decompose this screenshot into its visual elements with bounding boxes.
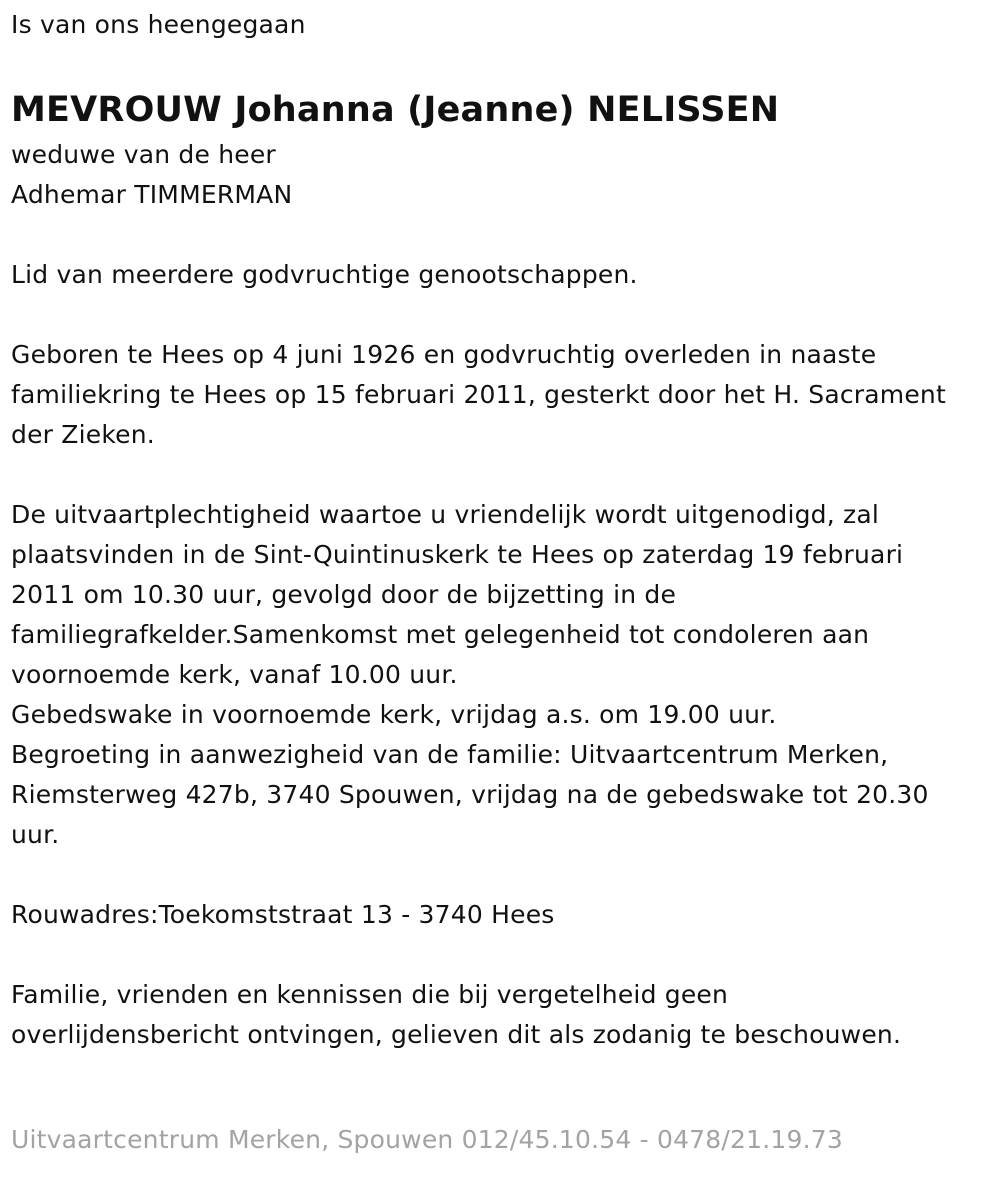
paragraph-line: uur. [11, 820, 60, 849]
obituary-notice [11, 0, 996, 1185]
intro-text: Is van ons heengegaan [11, 10, 306, 39]
funeral-home-footer: Uitvaartcentrum Merken, Spouwen 012/45.10.54 - 0478/21.19.73 [11, 1125, 843, 1154]
paragraph-line: familiegrafkelder.Samenkomst met gelegenheid tot condoleren aan [11, 620, 870, 649]
spacer [11, 455, 996, 495]
spouse-line-2: Adhemar TIMMERMAN [11, 180, 293, 209]
paragraph-line: Gebedswake in voornoemde kerk, vrijdag a.s. om 19.00 uur. [11, 700, 777, 729]
paragraph-line: Geboren te Hees op 4 juni 1926 en godvruchtig overleden in naaste [11, 340, 877, 369]
paragraph-line: 2011 om 10.30 uur, gevolgd door de bijzetting in de [11, 580, 677, 609]
paragraph-line: Begroeting in aanwezigheid van de familie: Uitvaartcentrum Merken, [11, 740, 889, 769]
spacer [11, 935, 996, 975]
deceased-name: MEVROUW Johanna (Jeanne) NELISSEN [11, 90, 780, 130]
paragraph-line: plaatsvinden in de Sint-Quintinuskerk te Hees op zaterdag 19 februari [11, 540, 904, 569]
paragraph-line: Riemsterweg 427b, 3740 Spouwen, vrijdag na de gebedswake tot 20.30 [11, 780, 929, 809]
paragraph-line: De uitvaartplechtigheid waartoe u vriendelijk wordt uitgenodigd, zal [11, 500, 880, 529]
notice-paragraph [11, 975, 996, 1055]
spacer [11, 295, 996, 335]
birth-death-paragraph [11, 335, 996, 455]
paragraph-line: voornoemde kerk, vanaf 10.00 uur. [11, 660, 458, 689]
membership-text: Lid van meerdere godvruchtige genootschappen. [11, 260, 638, 289]
paragraph-line: familiekring te Hees op 15 februari 2011, gesterkt door het H. Sacrament [11, 380, 946, 409]
paragraph-line: Familie, vrienden en kennissen die bij vergetelheid geen [11, 980, 729, 1009]
spacer [11, 855, 996, 895]
spacer [11, 215, 996, 255]
spouse-line-1: weduwe van de heer [11, 140, 276, 169]
paragraph-line: der Zieken. [11, 420, 155, 449]
funeral-paragraph [11, 495, 996, 855]
spacer [11, 1055, 996, 1095]
paragraph-line: overlijdensbericht ontvingen, gelieven dit als zodanig te beschouwen. [11, 1020, 902, 1049]
mourning-address: Rouwadres:Toekomststraat 13 - 3740 Hees [11, 900, 555, 929]
